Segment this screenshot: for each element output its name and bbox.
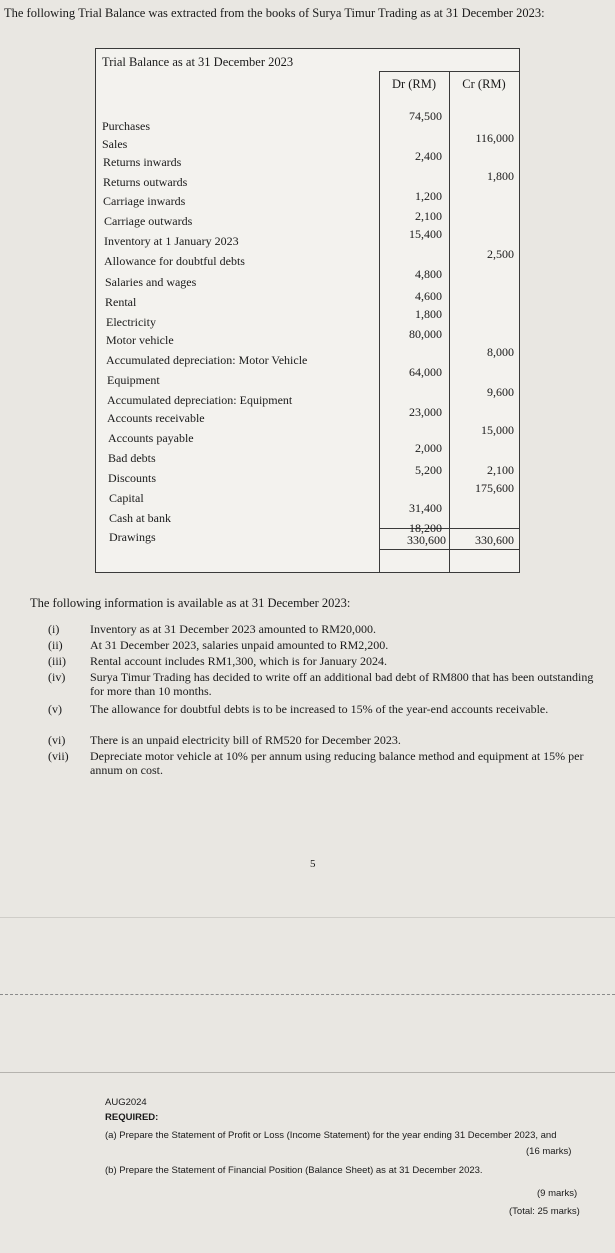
row-label: Drawings [109,530,156,544]
info-item-label: (i) [48,622,60,636]
row-label: Sales [102,137,128,151]
row-label: Electricity [106,315,156,329]
info-item-label: (iii) [48,654,66,668]
paper-code: AUG2024 [105,1097,147,1108]
bottom-divider [0,1072,615,1073]
row-label: Carriage outwards [104,214,193,228]
trial-balance-title: Trial Balance as at 31 December 2023 [102,55,294,69]
info-item-text: At 31 December 2023, salaries unpaid amounted to RM2,200. [90,638,389,652]
row-dr-amount: 64,000 [409,365,442,379]
row-dr-amount: 4,600 [415,289,442,303]
row-label: Returns inwards [103,155,182,169]
row-cr-amount: 8,000 [487,345,514,359]
intro-text: The following Trial Balance was extracted from the books of Surya Timur Trading as at 31 December 2023: [4,6,545,20]
info-item-label: (v) [48,702,62,716]
row-dr-amount: 2,400 [415,149,442,163]
info-item-text: Rental account includes RM1,300, which is for January 2024. [90,654,387,668]
row-dr-amount: 2,100 [415,209,442,223]
row-label: Bad debts [108,451,156,465]
row-label: Equipment [107,373,160,387]
trial-balance-table [95,48,520,573]
row-cr-amount: 175,600 [475,481,514,495]
row-label: Accumulated depreciation: Equipment [107,393,293,407]
cr-column-divider [449,71,450,572]
info-item-label: (vii) [48,749,69,763]
row-dr-amount: 5,200 [415,463,442,477]
required-heading: REQUIRED: [105,1112,159,1123]
row-label: Carriage inwards [103,194,186,208]
row-dr-amount: 1,800 [415,307,442,321]
total-marks: (Total: 25 marks) [509,1206,580,1217]
row-label: Capital [109,491,144,505]
row-label: Rental [105,295,137,309]
row-dr-amount: 31,400 [409,501,442,515]
totals-bottom-rule [379,549,520,550]
row-label: Discounts [108,471,156,485]
row-cr-amount: 2,100 [487,463,514,477]
row-dr-amount: 23,000 [409,405,442,419]
row-dr-amount: 74,500 [409,109,442,123]
marks-a: (16 marks) [526,1146,572,1157]
info-item-text: Surya Timur Trading has decided to write off an additional bad debt of RM800 that has been outstanding for more than 10 months. [90,670,594,698]
page-number: 5 [310,858,316,870]
info-item-label: (iv) [48,670,66,684]
info-item-text: Inventory as at 31 December 2023 amounted to RM20,000. [90,622,376,636]
row-label: Returns outwards [103,175,188,189]
question-b: (b) Prepare the Statement of Financial Position (Balance Sheet) as at 31 December 2023. [105,1165,483,1176]
info-item-label: (ii) [48,638,63,652]
info-item-text: The allowance for doubtful debts is to be increased to 15% of the year-end accounts receivable. [90,702,549,716]
total-dr: 330,600 [407,533,446,547]
info-item-label: (vi) [48,733,66,747]
row-dr-amount: 18,200 [409,521,442,535]
total-cr: 330,600 [475,533,514,547]
info-item-text: Depreciate motor vehicle at 10% per annum using reducing balance method and equipment at 15% per annum on cost. [90,749,584,777]
row-dr-amount: 1,200 [415,189,442,203]
row-dr-amount: 15,400 [409,227,442,241]
row-label: Cash at bank [109,511,171,525]
row-label: Purchases [102,119,150,133]
row-dr-amount: 2,000 [415,441,442,455]
row-cr-amount: 15,000 [481,423,514,437]
row-label: Inventory at 1 January 2023 [104,234,239,248]
info-heading: The following information is available as at 31 December 2023: [30,596,351,610]
info-item-text: There is an unpaid electricity bill of RM520 for December 2023. [90,733,401,747]
row-label: Accounts payable [108,431,194,445]
page-divider [0,917,615,918]
row-label: Allowance for doubtful debts [104,254,245,268]
dashed-divider [0,994,615,995]
question-a: (a) Prepare the Statement of Profit or Loss (Income Statement) for the year ending 31 December 2023, and [105,1130,557,1141]
row-cr-amount: 2,500 [487,247,514,261]
marks-b: (9 marks) [537,1188,578,1199]
row-cr-amount: 116,000 [475,131,514,145]
row-dr-amount: 80,000 [409,327,442,341]
dr-header: Dr (RM) [391,77,437,91]
row-cr-amount: 1,800 [487,169,514,183]
row-dr-amount: 4,800 [415,267,442,281]
row-label: Motor vehicle [106,333,174,347]
row-cr-amount: 9,600 [487,385,514,399]
cr-header: Cr (RM) [462,77,506,91]
row-label: Accumulated depreciation: Motor Vehicle [106,353,308,367]
row-label: Salaries and wages [105,275,197,289]
row-label: Accounts receivable [107,411,205,425]
